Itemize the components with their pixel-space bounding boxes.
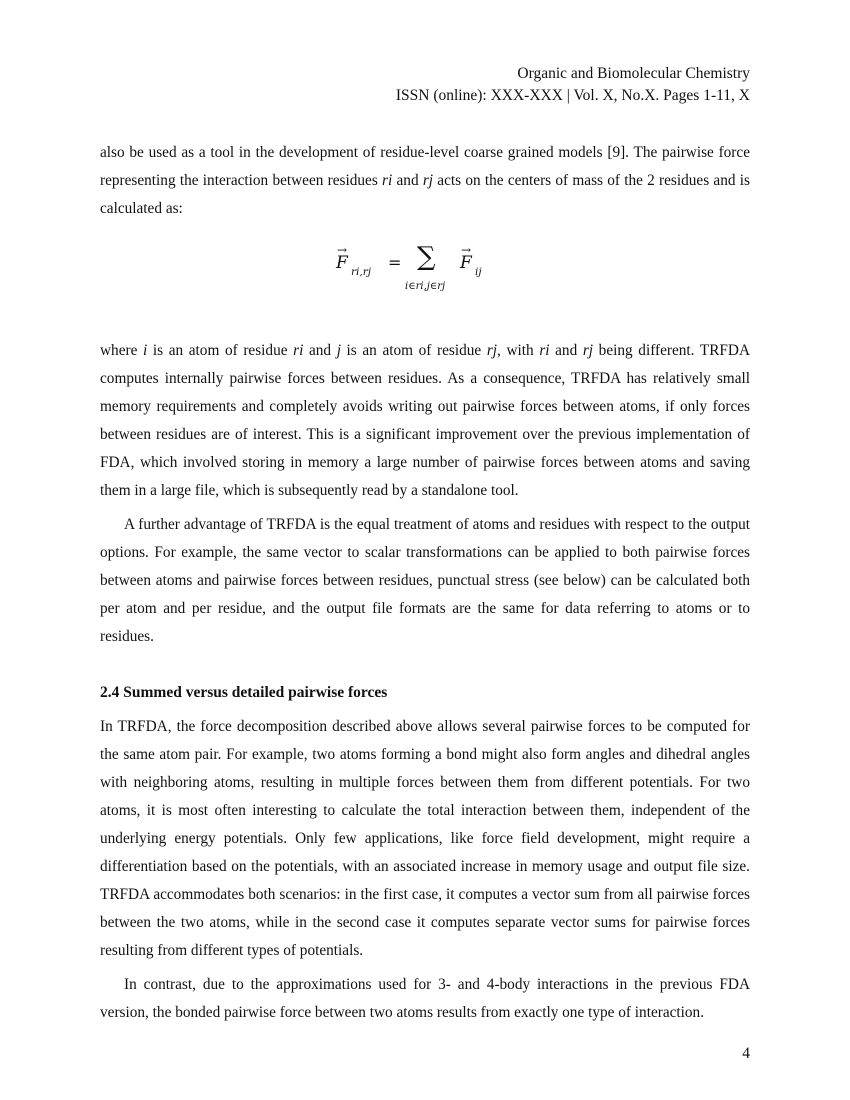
text-span: where bbox=[100, 342, 143, 359]
text-span: is an atom of residue bbox=[340, 342, 487, 359]
rhs-subscript: ij bbox=[475, 266, 482, 278]
text-span: and bbox=[392, 172, 423, 189]
text-span: and bbox=[549, 342, 583, 359]
var-j: j bbox=[336, 342, 341, 359]
lhs-symbol: F bbox=[336, 253, 348, 273]
lhs-subscript: ri,rj bbox=[351, 266, 371, 278]
text-span: , with bbox=[497, 342, 540, 359]
sum-symbol: ∑ bbox=[417, 242, 436, 272]
issn-line: ISSN (online): XXX-XXX | Vol. X, No.X. Pages 1-11, X bbox=[395, 87, 750, 104]
var-ri: ri bbox=[539, 342, 550, 359]
text-span: is an atom of residue bbox=[147, 342, 294, 359]
running-header bbox=[396, 63, 750, 107]
vector-arrow: → bbox=[461, 243, 472, 257]
paragraph-1 bbox=[100, 139, 750, 223]
lhs-force-vector bbox=[336, 243, 348, 277]
equation-block bbox=[100, 223, 750, 337]
equals-sign: = bbox=[388, 253, 402, 272]
paragraph-4: In TRFDA, the force decomposition described above allows several pairwise forces to be computed for the same atom pair. For example, two atoms forming a bond might also form angles and dihedral angles with neighboring atoms, resulting in multiple forces between them from different potentials. For two atoms, it is most often interesting to calculate the total interaction between them, independent of the underlying energy potentials. Only few applications, like force field development, might require a differentiation based on the potentials, with an associated increase in memory usage and output file size. TRFDA accommodates both scenarios: in the first case, it computes a vector sum from all pairwise forces between the two atoms, while in the second case it computes separate vector sums for pairwise forces resulting from different types of potentials. bbox=[100, 718, 750, 959]
text-span: also be used as a tool in the development of residue-level coarse grained models [9]. The pairwise force representing the interaction between residues bbox=[100, 144, 750, 189]
sum-subscript: i∈ri,j∈rj bbox=[405, 281, 446, 292]
paragraph-5: In contrast, due to the approximations used for 3- and 4-body interactions in the previous FDA version, the bonded pairwise force between two atoms results from exactly one type of interaction. bbox=[100, 976, 750, 1021]
text-span: being different. TRFDA computes internally pairwise forces between residues. As a consequence, TRFDA has relatively small memory requirements and completely avoids writing out pairwise forces between atoms, if only forces between residues are of interest. This is a significant improvement over the previous implementation of FDA, which involved storing in memory a large number of pairwise forces between atoms and saving them in a large file, which is subsequently read by a standalone tool. bbox=[100, 342, 750, 499]
text-span: and bbox=[303, 342, 337, 359]
page-body bbox=[100, 139, 750, 1027]
journal-name: Organic and Biomolecular Chemistry bbox=[517, 65, 750, 82]
vector-arrow: → bbox=[337, 243, 348, 257]
var-ri: ri bbox=[382, 172, 393, 189]
equation bbox=[336, 242, 506, 309]
rhs-force-vector bbox=[460, 243, 472, 277]
var-rj: rj bbox=[422, 172, 434, 189]
text-span: acts on the centers of mass of the 2 residues and is calculated as: bbox=[100, 172, 750, 217]
page-number: 4 bbox=[742, 1045, 750, 1062]
var-ri: ri bbox=[293, 342, 304, 359]
var-i: i bbox=[143, 342, 148, 359]
section-heading: 2.4 Summed versus detailed pairwise forces bbox=[100, 684, 388, 701]
paragraph-3: A further advantage of TRFDA is the equal treatment of atoms and residues with respect to the output options. For example, the same vector to scalar transformations can be applied to both pairwise forces between atoms and pairwise forces between residues, punctual stress (see below) can be calculated both per atom and per residue, and the output file formats are the same for data referring to atoms or to residues. bbox=[100, 516, 750, 645]
var-rj: rj bbox=[486, 342, 498, 359]
var-rj: rj bbox=[582, 342, 594, 359]
rhs-symbol: F bbox=[460, 253, 472, 273]
paragraph-2 bbox=[100, 337, 750, 505]
